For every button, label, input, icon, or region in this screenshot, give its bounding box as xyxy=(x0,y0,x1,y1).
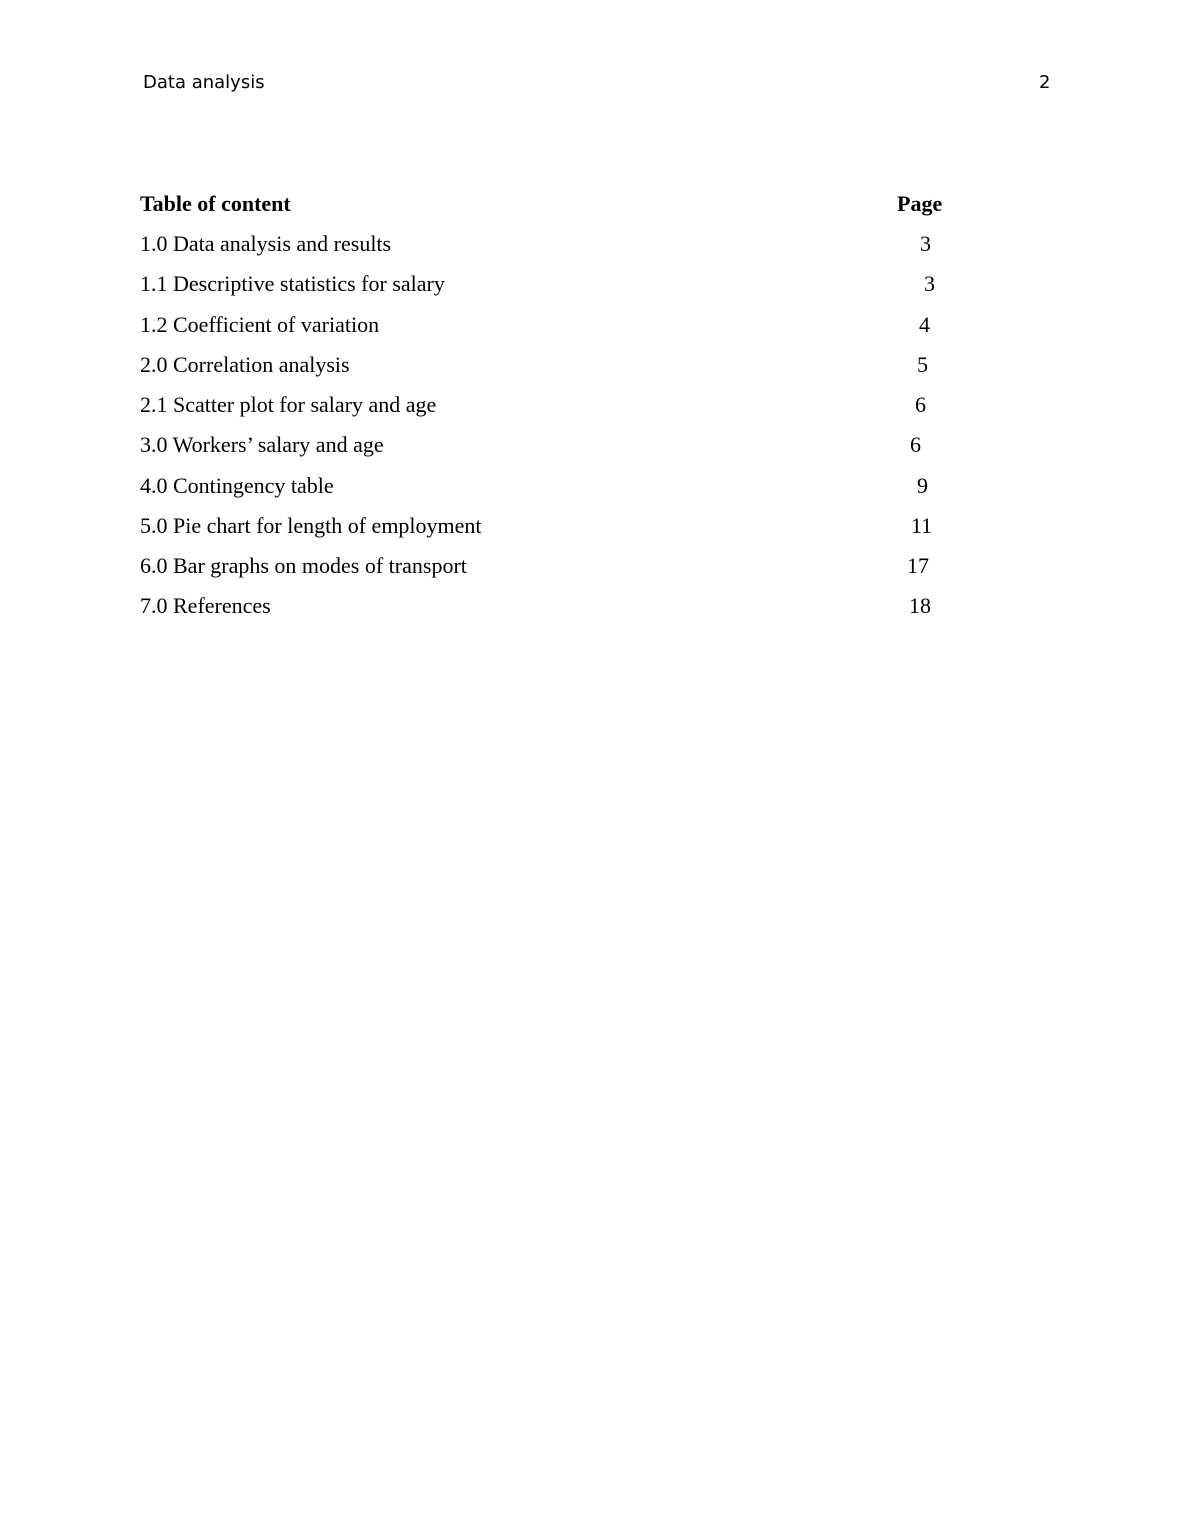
toc-entry[interactable] xyxy=(0,351,1190,379)
toc-entry-title: 1.1 Descriptive statistics for salary xyxy=(140,271,445,296)
toc-entry-title: 2.0 Correlation analysis xyxy=(140,352,350,377)
toc-entry-title: 1.0 Data analysis and results xyxy=(140,231,392,256)
toc-heading: Table of content xyxy=(140,191,291,216)
toc-entry-page: 3 xyxy=(920,231,931,256)
toc-entry-title: 7.0 References xyxy=(140,593,271,618)
toc-entry-title: 2.1 Scatter plot for salary and age xyxy=(140,392,437,417)
toc-entry[interactable] xyxy=(0,270,1190,298)
toc-entry-page: 11 xyxy=(911,513,933,538)
toc-page-heading: Page xyxy=(897,191,943,216)
running-head: Data analysis xyxy=(143,72,265,93)
toc-entry[interactable] xyxy=(0,311,1190,339)
toc-entry-page: 6 xyxy=(910,432,921,457)
toc-entry-page: 18 xyxy=(909,593,931,618)
toc-entry-title: 5.0 Pie chart for length of employment xyxy=(140,513,482,538)
toc-entry-title: 4.0 Contingency table xyxy=(140,473,334,498)
toc-entry-page: 3 xyxy=(924,271,935,296)
toc-entry-page: 6 xyxy=(915,392,926,417)
toc-entry[interactable] xyxy=(0,592,1190,620)
toc-entry[interactable] xyxy=(0,512,1190,540)
toc-entry-page: 9 xyxy=(917,473,928,498)
toc-entry[interactable] xyxy=(0,472,1190,500)
toc-entry-page: 5 xyxy=(917,352,928,377)
page-number: 2 xyxy=(1039,72,1051,93)
toc-entry-page: 4 xyxy=(919,312,930,337)
toc-entry[interactable] xyxy=(0,552,1190,580)
toc-entry-page: 17 xyxy=(907,553,929,578)
toc-entry[interactable] xyxy=(0,391,1190,419)
toc-entry-title: 3.0 Workers’ salary and age xyxy=(140,432,384,457)
toc-entry-title: 6.0 Bar graphs on modes of transport xyxy=(140,553,467,578)
toc-entry-title: 1.2 Coefficient of variation xyxy=(140,312,380,337)
toc-entry[interactable] xyxy=(0,230,1190,258)
toc-entry[interactable] xyxy=(0,431,1190,459)
